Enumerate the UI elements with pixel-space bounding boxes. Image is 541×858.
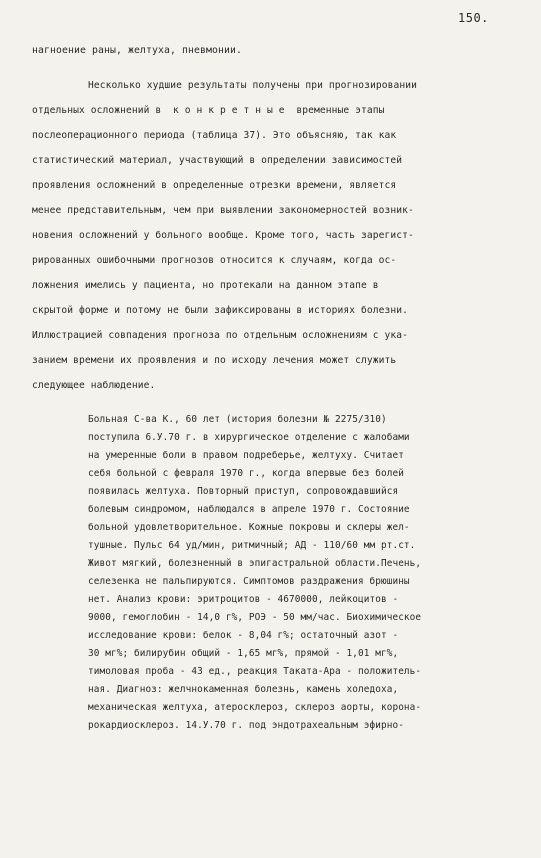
text-line: послеоперационного периода (таблица 37). Это объясняю, так как <box>32 130 397 141</box>
text-line: скрытой форме и потому не были зафиксированы в историях болезни. <box>32 305 409 316</box>
text-line: механическая желтуха, атеросклероз, склероз аорты, корона- <box>88 702 422 713</box>
text-line: Иллюстрацией совпадения прогноза по отдельным осложнениям с ука- <box>32 330 409 341</box>
text-line: больной удовлетворительное. Кожные покровы и склеры жел- <box>88 522 410 533</box>
text-line: 30 мг%; билирубин общий - 1,65 мг%, прямой - 1,01 мг%, <box>88 648 399 659</box>
text-line: селезенка не пальпируются. Симптомов раздражения брюшины <box>88 576 410 587</box>
text-line: рированных ошибочными прогнозов относится к случаям, когда ос- <box>32 255 397 266</box>
text-line: исследование крови: белок - 8,04 г%; остаточный азот - <box>88 630 399 641</box>
text-line: болевым синдромом, наблюдался в апреле 1970 г. Состояние <box>88 504 410 515</box>
text-line: ложнения имелись у пациента, но протекали на данном этапе в <box>32 280 379 291</box>
text-line: новения осложнений у больного вообще. Кроме того, часть зарегист- <box>32 230 414 241</box>
text-line: Несколько худшие результаты получены при прогнозировании <box>88 80 418 91</box>
text-line: появилась желтуха. Повторный приступ, сопровождавшийся <box>88 486 399 497</box>
text-line: рокардиосклероз. 14.У.70 г. под эндотрахеальным эфирно- <box>88 720 404 731</box>
text-line: Живот мягкий, болезненный в эпигастральной области.Печень, <box>88 558 422 569</box>
text-line: тимоловая проба - 43 ед., реакция Таката-Ара - положитель- <box>88 666 422 677</box>
text-line: ная. Диагноз: желчнокаменная болезнь, камень холедоха, <box>88 684 399 695</box>
text-line: Больная С-ва К., 60 лет (история болезни № 2275/310) <box>88 414 387 425</box>
text-line: отдельных осложнений в к о н к р е т н ы е временные этапы <box>32 105 385 116</box>
text-line: следующее наблюдение. <box>32 380 156 391</box>
text-line: на умеренные боли в правом подреберье, желтуху. Считает <box>88 450 404 461</box>
text-line: себя больной с февраля 1970 г., когда впервые без болей <box>88 468 404 479</box>
page-number: 150. <box>458 11 489 25</box>
text-line: 9000, гемоглобин - 14,0 г%, РОЭ - 50 мм/час. Биохимическое <box>88 612 422 623</box>
text-line: статистический материал, участвующий в определении зависимостей <box>32 155 403 166</box>
text-line: поступила 6.У.70 г. в хирургическое отделение с жалобами <box>88 432 410 443</box>
text-line: менее представительным, чем при выявлении закономерностей возник- <box>32 205 414 216</box>
text-line: нет. Анализ крови: эритроцитов - 4670000, лейкоцитов - <box>88 594 399 605</box>
text-line: проявления осложнений в определенные отрезки времени, является <box>32 180 397 191</box>
text-line: тушные. Пульс 64 уд/мин, ритмичный; АД - 110/60 мм рт.ст. <box>88 540 416 551</box>
text-line: занием времени их проявления и по исходу лечения может служить <box>32 355 397 366</box>
text-line: нагноение раны, желтуха, пневмонии. <box>32 45 242 56</box>
